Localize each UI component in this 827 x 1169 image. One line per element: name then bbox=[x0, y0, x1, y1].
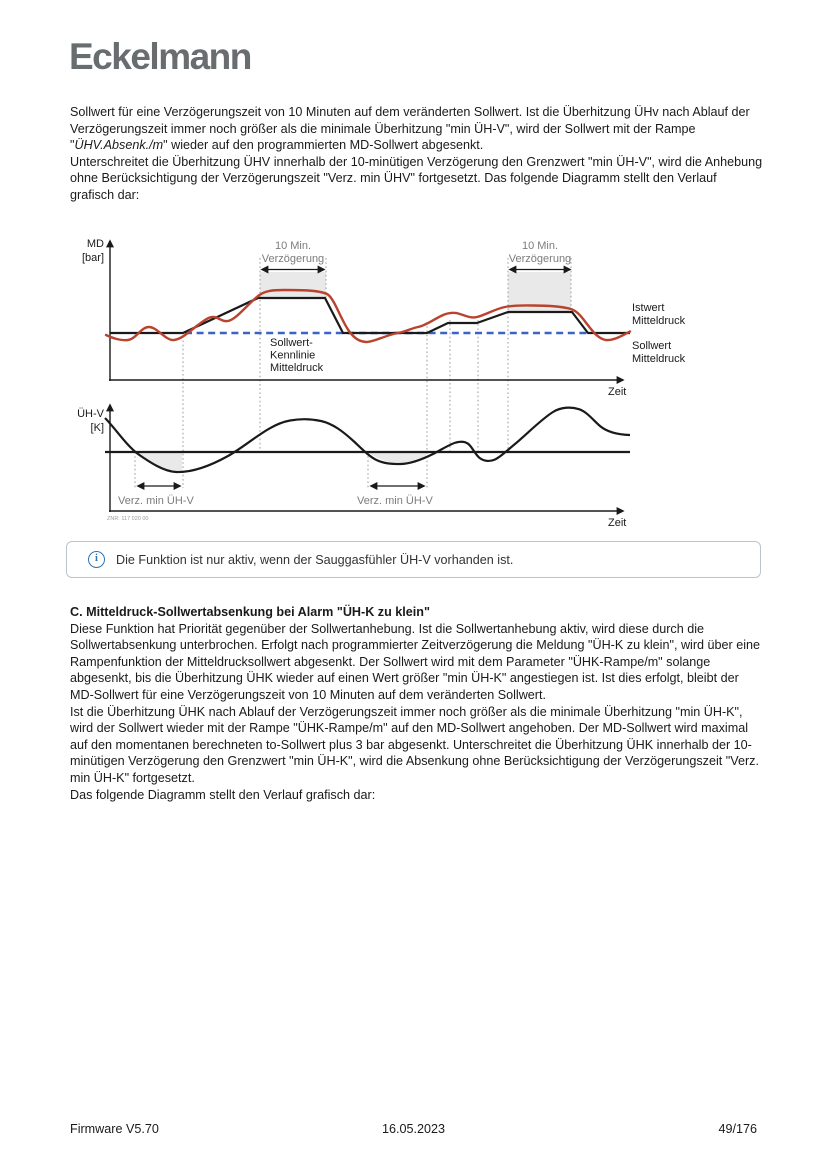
kennlinie-label-line2: Kennlinie bbox=[270, 349, 316, 362]
intro-paragraph-1 bbox=[70, 104, 764, 154]
section-c-paragraph-1: Diese Funktion hat Priorität gegenüber der Sollwertanhebung. Ist die Sollwertanhebung aktiv, wird diese durch die Sollwertabsenkung unterbrochen. Erfolgt nach programmierter Zeitverzögerung die Meldung "ÜH-K zu klein", wird über eine Rampenfunktion der Mitteldrucksollwert abgesenkt. Der Sollwert wird mit dem Parameter "ÜHK-Rampe/m" solange abgesenkt, bis die Überhitzung ÜHK wieder auf einen Wert größer "min ÜH-K" angestiegen ist. Ist dies erfolgt, bleibt der MD-Sollwert für eine Verzögerungszeit von 10 Minuten auf dem veränderten Sollwert. bbox=[70, 621, 761, 702]
intro-paragraph-2: Unterschreitet die Überhitzung ÜHV innerhalb der 10-minütigen Verzögerung den Grenzwert "min ÜH-V", wird die Anhebung ohne Berücksichtigung der Verzögerungszeit "Verz. min ÜHV" fortgesetzt. Das folgende Diagramm stellt den Verlauf grafisch dar: bbox=[70, 154, 763, 202]
verz-min-uehv-label-1: Verz. min ÜH-V bbox=[118, 495, 194, 507]
section-c-heading: C. Mitteldruck-Sollwertabsenkung bei Alarm "ÜH-K zu klein" bbox=[70, 605, 430, 619]
footer-date: 16.05.2023 bbox=[381, 1122, 446, 1136]
info-box-text: Die Funktion ist nur aktiv, wenn der Sauggasfühler ÜH-V vorhanden ist. bbox=[116, 552, 514, 567]
eckelmann-logo: Eckelmann bbox=[69, 36, 251, 77]
footer-page-number: 49/176 bbox=[718, 1122, 757, 1136]
delay-label-2-line2: Verzögerung bbox=[508, 253, 572, 265]
lower-x-axis-label: Zeit bbox=[608, 517, 627, 529]
upper-delay-box-1 bbox=[260, 272, 326, 298]
kennlinie-label-line3: Mitteldruck bbox=[270, 362, 324, 374]
section-c-paragraph-2: Ist die Überhitzung ÜHK nach Ablauf der Verzögerungszeit immer noch größer als die minimale Überhitzung "min ÜH-K", wird der Sollwert wieder mit der Rampe "ÜHK-Rampe/m" auf den MD-Sollwert angehoben. Der MD-Sollwert wird maximal auf den momentanen berechneten to-Sollwert plus 3 bar abgesenkt. Unterschreitet die Überhitzung ÜHK innerhalb der 10-minütigen Verzögerung den Grenzwert "min ÜH-K", wird die Absenkung ohne Berücksichtigung der Verzögerungszeit "Verz. min ÜH-K" fortgesetzt. bbox=[70, 704, 759, 785]
intro-p1-parameter: ÜHV.Absenk./m bbox=[74, 138, 164, 153]
verz-min-uehv-label-2: Verz. min ÜH-V bbox=[357, 495, 433, 507]
lower-y-axis-label-2: [K] bbox=[90, 422, 104, 434]
istwert-label-line2: Mitteldruck bbox=[632, 315, 686, 327]
sollwert-label-line1: Sollwert bbox=[632, 340, 672, 352]
dotted-guide-lines bbox=[135, 258, 571, 488]
delay-label-1-line2: Verzögerung bbox=[261, 253, 325, 265]
upper-y-axis-label-1: MD bbox=[86, 238, 104, 250]
section-c bbox=[70, 604, 764, 803]
sollwert-label-line2: Mitteldruck bbox=[632, 353, 686, 365]
delay-label-1-line1: 10 Min. bbox=[274, 240, 312, 252]
intro-p1-start: Sollwert für eine Verzögerungszeit von 10 Minuten auf dem veränderten Sollwert. Ist die Überhitzung ÜHv nach Ablauf der Verzögerungszeit immer noch größer als die minimale Überhitzung "min ÜH-V", wird der Sollwert mit der Rampe " bbox=[70, 105, 750, 153]
lower-y-axis-label-1: ÜH-V bbox=[77, 408, 104, 420]
uehv-curve bbox=[105, 408, 630, 472]
info-box bbox=[66, 541, 761, 578]
md-uehv-timing-diagram bbox=[70, 228, 710, 533]
footer-firmware-version: Firmware V5.70 bbox=[70, 1122, 159, 1136]
intro-p1-end: " wieder auf den programmierten MD-Sollwert abgesenkt. bbox=[163, 138, 484, 153]
lower-shade-region-2 bbox=[369, 453, 426, 464]
drawing-number: ZNR: 117 020 00 bbox=[107, 516, 149, 522]
upper-y-axis-label-2: [bar] bbox=[81, 252, 104, 264]
upper-x-axis-label: Zeit bbox=[608, 386, 627, 398]
istwert-label-line1: Istwert bbox=[632, 302, 665, 314]
lower-shade-region-1 bbox=[136, 453, 182, 472]
kennlinie-label-line1: Sollwert- bbox=[270, 337, 313, 349]
section-c-paragraph-3: Das folgende Diagramm stellt den Verlauf grafisch dar: bbox=[70, 787, 376, 802]
intro-text bbox=[70, 104, 764, 204]
info-icon: i bbox=[88, 551, 105, 568]
delay-label-2-line1: 10 Min. bbox=[521, 240, 559, 252]
